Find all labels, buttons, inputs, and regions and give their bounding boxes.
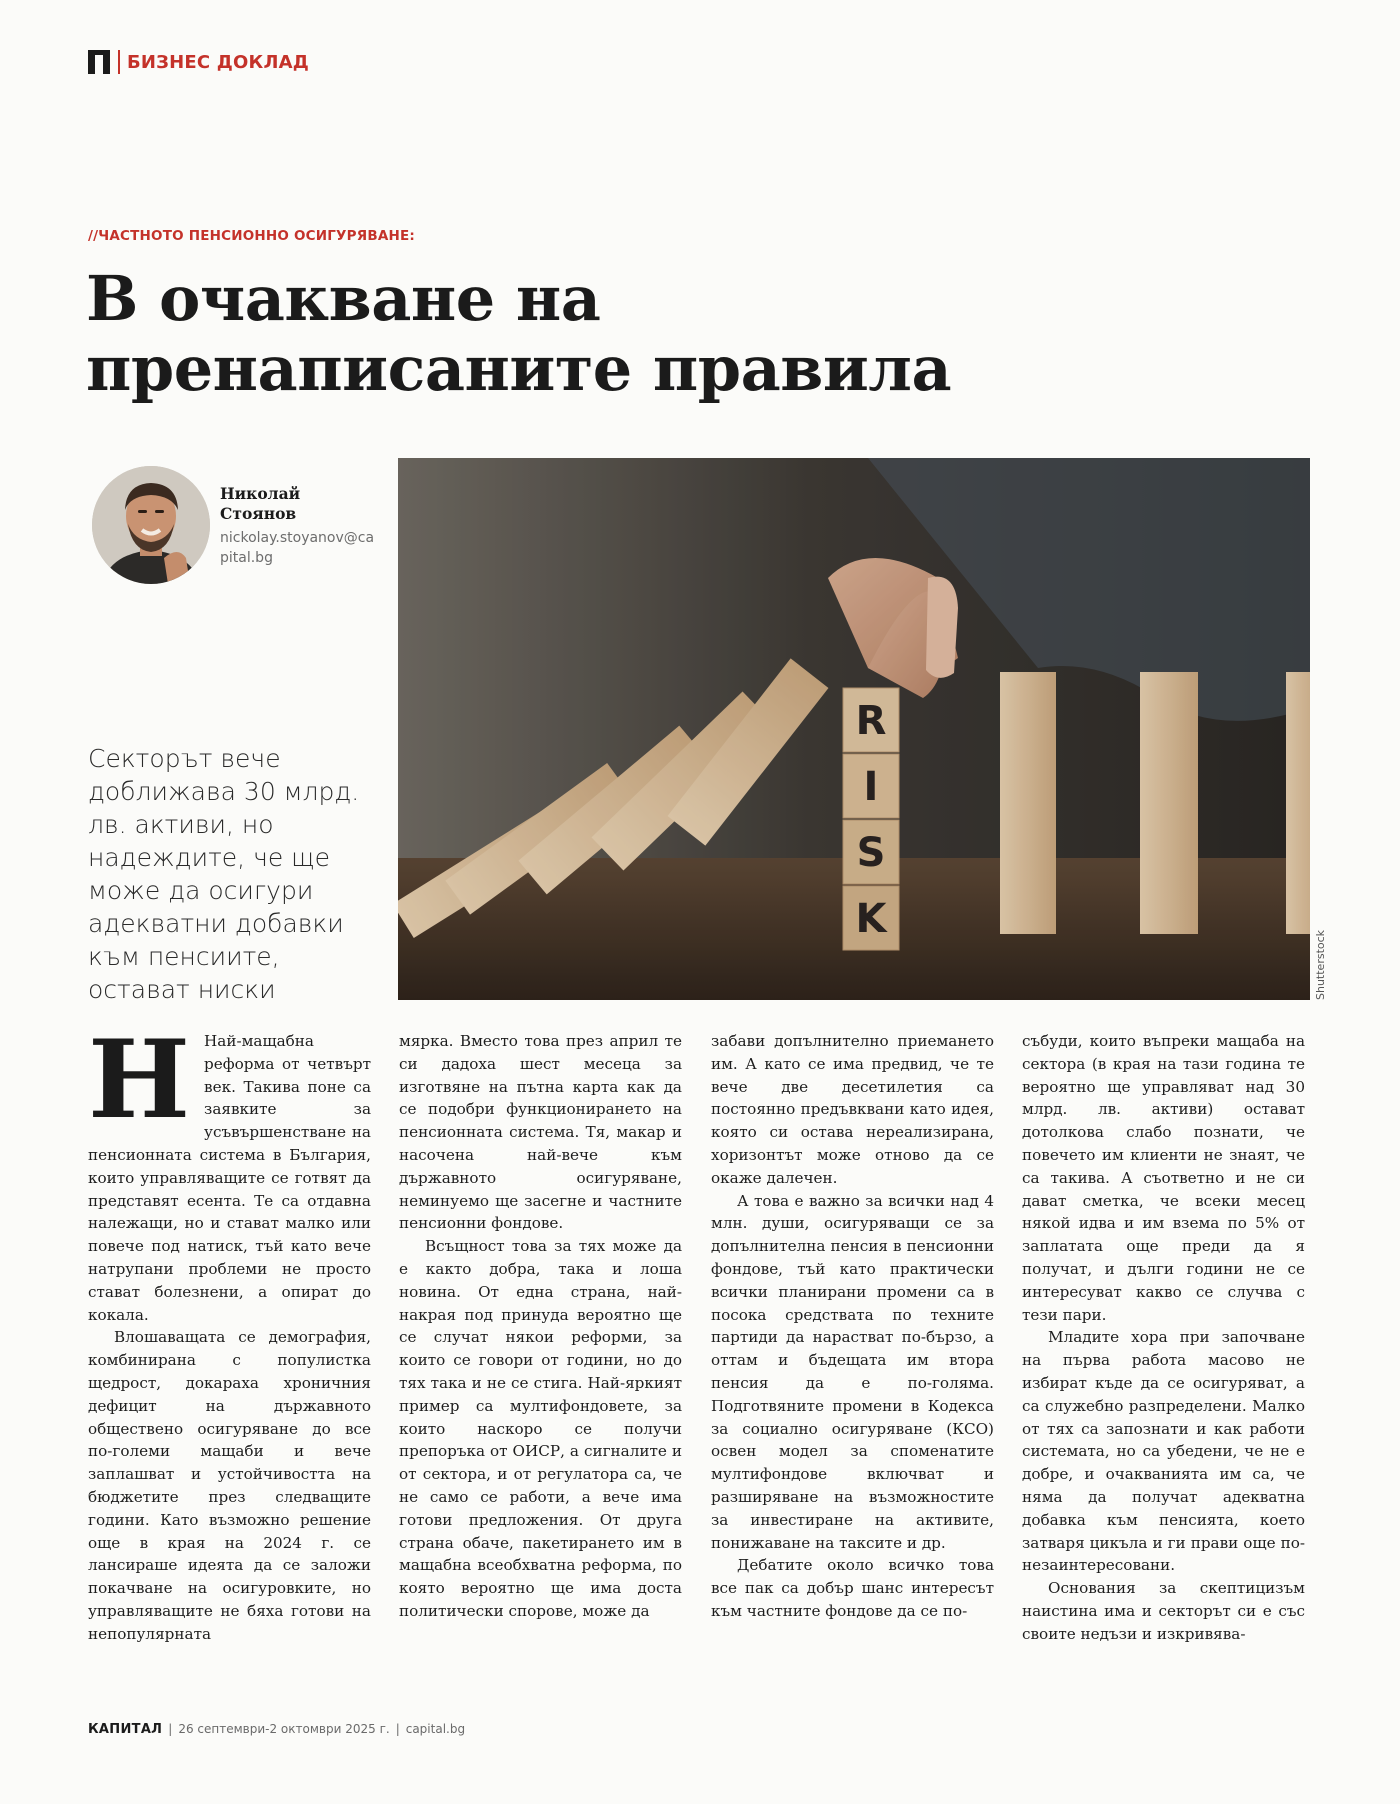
dropcap: Н [88, 1017, 191, 1143]
cube-letter-k: K [855, 896, 887, 942]
body-column-1 [88, 1017, 371, 1646]
section-label: БИЗНЕС ДОКЛАД [127, 51, 309, 73]
footer-site[interactable]: capital.bg [405, 1722, 466, 1736]
cube-letter-r: R [855, 698, 887, 744]
body-paragraph: А това е важно за всички над 4 млн. души, осигуряващи се за допълнителна пенсия в пенсионни фондове, тъй като практически всички планирани промени са в посока средствата по техните партиди да нарастват по-бързо, а оттам и бъдещата им втора пенсия да е по-голяма. Подготвяните промени в Кодекса за социално осигуряване (КСО) освен модел за споменатите мултифондове включват и разширяване на възможностите за инвестиране на активите, понижаване на таксите и др. [711, 1191, 994, 1552]
article-headline [86, 264, 1326, 404]
article-deck: Секторът вече доближава 30 млрд. лв. активи, но надеждите, че ще може да осигури адекватни добавки към пенсиите, остават ниски [88, 744, 360, 1004]
body-column-3 [711, 1030, 994, 1623]
cube-letter-s: S [856, 830, 886, 876]
body-paragraph: Младите хора при започване на първа работа масово не избират къде да се осигуряват, а са служебно разпределени. Малко от тях са запознати и как работи системата, но са убедени, че не е добре, и очакванията им са, че няма да получат адекватна добавка към пенсията, което затваря цикъла и ги прави още по-незаинтересовани. [1022, 1328, 1305, 1575]
body-paragraph: Най-мащабна реформа от четвърт век. Такива поне са заявките за усъвършенстване на пенсионната система в България, които управляващите се готвят да представят есента. Те са отдавна належащи, но и стават малко или повече под натиск, тъй като вече натрупани проблеми не просто стават болезнени, а опират до кокала. [88, 1032, 371, 1324]
article-kicker: //ЧАСТНОТО ПЕНСИОННО ОСИГУРЯВАНЕ: [88, 228, 416, 244]
body-column-2 [399, 1030, 682, 1623]
footer-divider: | [395, 1722, 400, 1736]
section-pillar-icon [88, 50, 110, 74]
body-paragraph: Дебатите около всичко това все пак са добър шанс интересът към частните фондове да се по- [711, 1556, 994, 1620]
footer-issue-date: 26 септември-2 октомври 2025 г. [178, 1722, 390, 1736]
body-paragraph: мярка. Вместо това през април те си дадоха шест месеца за изготвяне на пътна карта как да се подобри функционирането на пенсионната система. Тя, макар и насочена най-вече към държавното осигуряване, неминуемо ще засегне и частните пенсионни фондове. [399, 1032, 682, 1233]
author-avatar [92, 466, 210, 584]
footer-divider: | [168, 1722, 173, 1736]
page-footer [88, 1722, 465, 1737]
body-column-4 [1022, 1030, 1305, 1646]
cube-letter-i: I [863, 764, 879, 810]
body-paragraph: Влошаващата се демография, комбинирана с популистка щедрост, докараха хроничния дефицит на държавното обществено осигуряване до все по-големи мащаби и вече заплашват и устойчивостта на бюджетите през следващите години. Като възможно решение още в края на 2024 г. се лансираше идеята да се заложи покачване на осигуровките, но управляващите не бяха готови на непопулярната [88, 1328, 371, 1643]
body-paragraph: събуди, които въпреки мащаба на сектора (в края на тази година те вероятно ще управляват над 30 млрд. лв. активи) остават дотолкова слабо познати, че повечето им клиенти не знаят, че са такива. А съответно и не си дават сметка, че всеки месец някой идва и им взема по 5% от заплатата още преди да я получат, и дълги години не се интересуват какво се случва с тези пари. [1022, 1032, 1305, 1324]
body-paragraph: Основания за скептицизъм наистина има и секторът си е със своите недъзи и изкривява- [1022, 1579, 1305, 1643]
footer-brand: КАПИТАЛ [88, 1722, 163, 1737]
author-email[interactable]: nickolay.stoyanov@capital.bg [220, 530, 375, 566]
author-name: Николай Стоянов [220, 484, 301, 523]
body-paragraph: Всъщност това за тях може да е както добра, така и лоша новина. От една страна, най-накрая под принуда вероятно ще се случат някои реформи, за които се говори от години, но до тях така и не се стига. Най-яркият пример са мултифондовете, за които наскоро се получи препоръка от ОИСР, а сигналите и от сектора, и от регулатора са, че не само се работи, а вече има готови предложения. От друга страна обаче, пакетирането им в мащабна всеобхватна реформа, по която вероятно ще има доста политически спорове, може да [399, 1237, 682, 1620]
photo-credit: Shutterstock [1314, 929, 1327, 1000]
headline-line-2: пренаписаните правила [86, 332, 952, 405]
section-divider [118, 50, 120, 74]
body-paragraph: забави допълнително приемането им. А като се има предвид, че те вече две десетилетия са постоянно предъвквани като идея, която си остава нереализирана, хоризонтът може отново да се окаже далечен. [711, 1032, 994, 1187]
section-header [88, 48, 309, 76]
headline-line-1: В очакване на [86, 262, 601, 335]
article-photo [398, 458, 1310, 1000]
